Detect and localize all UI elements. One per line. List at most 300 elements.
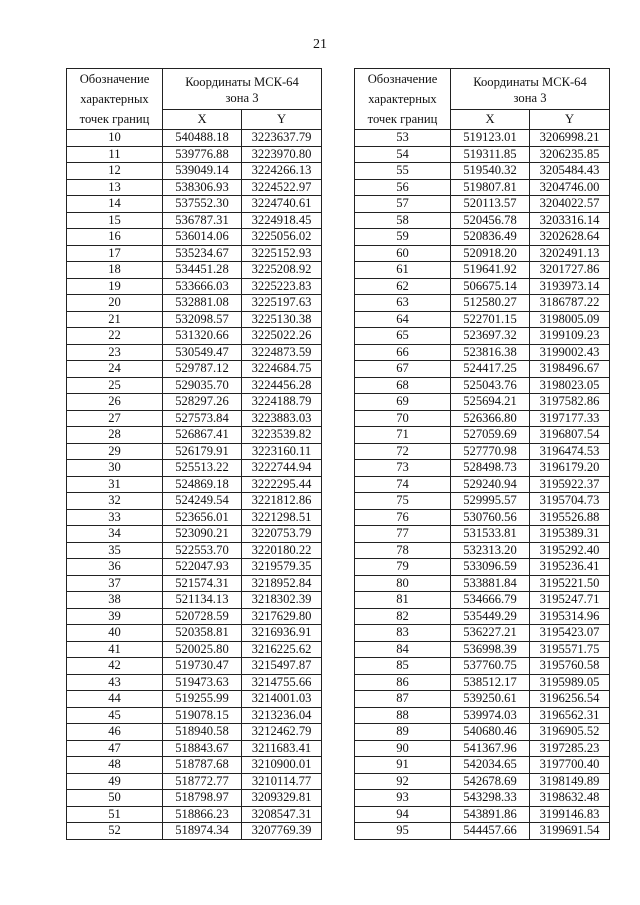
point-number: 11 (67, 146, 163, 163)
coord-x: 523697.32 (451, 328, 530, 345)
table-row (355, 493, 610, 510)
coord-x: 518798.97 (163, 790, 242, 807)
coord-x: 524869.18 (163, 476, 242, 493)
point-number: 73 (355, 460, 451, 477)
coord-y: 3224684.75 (242, 361, 322, 378)
coord-y: 3223637.79 (242, 130, 322, 147)
point-number: 15 (67, 212, 163, 229)
coord-x: 519641.92 (451, 262, 530, 279)
table-row (355, 773, 610, 790)
table-row (355, 476, 610, 493)
coord-x: 537760.75 (451, 658, 530, 675)
coord-y: 3220753.79 (242, 526, 322, 543)
table-row (355, 542, 610, 559)
coord-x: 535449.29 (451, 608, 530, 625)
coord-x: 519311.85 (451, 146, 530, 163)
coord-y: 3196905.52 (530, 724, 610, 741)
coord-y: 3195704.73 (530, 493, 610, 510)
table-row (67, 262, 322, 279)
table-row (355, 806, 610, 823)
table-row (67, 740, 322, 757)
table-row (355, 278, 610, 295)
point-number: 14 (67, 196, 163, 213)
coord-y: 3223970.80 (242, 146, 322, 163)
table-row (355, 443, 610, 460)
table-row (67, 509, 322, 526)
coord-y: 3224740.61 (242, 196, 322, 213)
table-row (67, 493, 322, 510)
table-row (355, 410, 610, 427)
point-number: 43 (67, 674, 163, 691)
coord-y: 3221298.51 (242, 509, 322, 526)
coord-y: 3197177.33 (530, 410, 610, 427)
point-number: 46 (67, 724, 163, 741)
coord-y: 3186787.22 (530, 295, 610, 312)
point-number: 51 (67, 806, 163, 823)
coord-x: 523816.38 (451, 344, 530, 361)
point-number: 56 (355, 179, 451, 196)
coord-y: 3223883.03 (242, 410, 322, 427)
coord-x: 518772.77 (163, 773, 242, 790)
coord-x: 520918.20 (451, 245, 530, 262)
coord-x: 543891.86 (451, 806, 530, 823)
table-body-right (355, 130, 610, 840)
coord-x: 526179.91 (163, 443, 242, 460)
header-label: Обозначение характерных точек границ (67, 69, 163, 130)
table-row (67, 575, 322, 592)
coord-y: 3219579.35 (242, 559, 322, 576)
table-row (67, 724, 322, 741)
coord-x: 522553.70 (163, 542, 242, 559)
coord-y: 3223539.82 (242, 427, 322, 444)
coord-x: 525694.21 (451, 394, 530, 411)
coord-x: 529240.94 (451, 476, 530, 493)
header-x: X (163, 110, 242, 130)
coord-y: 3220180.22 (242, 542, 322, 559)
table-row (67, 163, 322, 180)
coord-x: 518974.34 (163, 823, 242, 840)
coord-y: 3210900.01 (242, 757, 322, 774)
point-number: 92 (355, 773, 451, 790)
table-row (67, 460, 322, 477)
coord-y: 3211683.41 (242, 740, 322, 757)
coord-y: 3199109.23 (530, 328, 610, 345)
header-label: Обозначение характерных точек границ (355, 69, 451, 130)
table-row (355, 724, 610, 741)
table-row (67, 377, 322, 394)
coord-y: 3225130.38 (242, 311, 322, 328)
table-row (355, 311, 610, 328)
table-row (355, 295, 610, 312)
coord-x: 539049.14 (163, 163, 242, 180)
coord-x: 520113.57 (451, 196, 530, 213)
coord-y: 3195247.71 (530, 592, 610, 609)
coord-x: 512580.27 (451, 295, 530, 312)
table-row (67, 130, 322, 147)
coord-y: 3212462.79 (242, 724, 322, 741)
coord-y: 3195922.37 (530, 476, 610, 493)
coord-x: 526867.41 (163, 427, 242, 444)
coord-y: 3196179.20 (530, 460, 610, 477)
table-row (355, 823, 610, 840)
coord-y: 3195571.75 (530, 641, 610, 658)
coord-y: 3204746.00 (530, 179, 610, 196)
point-number: 27 (67, 410, 163, 427)
coord-x: 539974.03 (451, 707, 530, 724)
table-row (67, 707, 322, 724)
point-number: 59 (355, 229, 451, 246)
point-number: 77 (355, 526, 451, 543)
table-row (67, 691, 322, 708)
point-number: 72 (355, 443, 451, 460)
table-row (67, 212, 322, 229)
table-row (355, 179, 610, 196)
point-number: 26 (67, 394, 163, 411)
point-number: 54 (355, 146, 451, 163)
table-row (67, 625, 322, 642)
table-row (67, 179, 322, 196)
coord-x: 519255.99 (163, 691, 242, 708)
point-number: 48 (67, 757, 163, 774)
table-row (355, 130, 610, 147)
table-row (355, 625, 610, 642)
coord-x: 538306.93 (163, 179, 242, 196)
coord-y: 3214755.66 (242, 674, 322, 691)
table-row (355, 196, 610, 213)
table-row (355, 328, 610, 345)
coord-x: 520456.78 (451, 212, 530, 229)
coord-y: 3204022.57 (530, 196, 610, 213)
coord-x: 518787.68 (163, 757, 242, 774)
coord-x: 531320.66 (163, 328, 242, 345)
coord-y: 3199146.83 (530, 806, 610, 823)
table-row (67, 344, 322, 361)
coord-x: 521134.13 (163, 592, 242, 609)
point-number: 57 (355, 196, 451, 213)
coord-y: 3213236.04 (242, 707, 322, 724)
point-number: 16 (67, 229, 163, 246)
point-number: 38 (67, 592, 163, 609)
point-number: 89 (355, 724, 451, 741)
coord-y: 3216225.62 (242, 641, 322, 658)
table-row (355, 526, 610, 543)
coord-y: 3198023.05 (530, 377, 610, 394)
point-number: 88 (355, 707, 451, 724)
coord-y: 3199002.43 (530, 344, 610, 361)
point-number: 81 (355, 592, 451, 609)
coord-x: 518940.58 (163, 724, 242, 741)
point-number: 39 (67, 608, 163, 625)
point-number: 69 (355, 394, 451, 411)
point-number: 36 (67, 559, 163, 576)
point-number: 40 (67, 625, 163, 642)
table-row (67, 245, 322, 262)
table-row (67, 278, 322, 295)
coord-x: 519473.63 (163, 674, 242, 691)
point-number: 62 (355, 278, 451, 295)
table-row (355, 691, 610, 708)
table-row (67, 410, 322, 427)
point-number: 42 (67, 658, 163, 675)
table-row (355, 377, 610, 394)
coord-x: 534666.79 (451, 592, 530, 609)
coord-y: 3206235.85 (530, 146, 610, 163)
coord-x: 529787.12 (163, 361, 242, 378)
coord-y: 3202628.64 (530, 229, 610, 246)
table-row (67, 476, 322, 493)
coord-y: 3205484.43 (530, 163, 610, 180)
coord-x: 535234.67 (163, 245, 242, 262)
table-row (355, 245, 610, 262)
coord-y: 3223160.11 (242, 443, 322, 460)
coord-y: 3207769.39 (242, 823, 322, 840)
point-number: 24 (67, 361, 163, 378)
coord-x: 538512.17 (451, 674, 530, 691)
coord-y: 3195236.41 (530, 559, 610, 576)
table-row (355, 707, 610, 724)
coord-x: 530760.56 (451, 509, 530, 526)
coord-x: 521574.31 (163, 575, 242, 592)
coord-y: 3225197.63 (242, 295, 322, 312)
point-number: 58 (355, 212, 451, 229)
point-number: 84 (355, 641, 451, 658)
coord-x: 539250.61 (451, 691, 530, 708)
coord-x: 520358.81 (163, 625, 242, 642)
point-number: 86 (355, 674, 451, 691)
coord-x: 520728.59 (163, 608, 242, 625)
coord-x: 541367.96 (451, 740, 530, 757)
page-number: 21 (313, 37, 327, 52)
point-number: 87 (355, 691, 451, 708)
coord-y: 3202491.13 (530, 245, 610, 262)
point-number: 41 (67, 641, 163, 658)
table-row (67, 427, 322, 444)
coord-y: 3224522.97 (242, 179, 322, 196)
coord-y: 3218302.39 (242, 592, 322, 609)
table-row (355, 163, 610, 180)
point-number: 68 (355, 377, 451, 394)
coord-x: 536227.21 (451, 625, 530, 642)
coord-y: 3199691.54 (530, 823, 610, 840)
table-row (355, 509, 610, 526)
coord-y: 3216936.91 (242, 625, 322, 642)
point-number: 23 (67, 344, 163, 361)
point-number: 74 (355, 476, 451, 493)
coord-x: 524249.54 (163, 493, 242, 510)
coord-y: 3224456.28 (242, 377, 322, 394)
table-row (355, 559, 610, 576)
coord-x: 518843.67 (163, 740, 242, 757)
coord-x: 519807.81 (451, 179, 530, 196)
table-row (67, 361, 322, 378)
coord-x: 519078.15 (163, 707, 242, 724)
header-y: Y (242, 110, 322, 130)
point-number: 34 (67, 526, 163, 543)
coord-x: 540488.18 (163, 130, 242, 147)
table-row (67, 328, 322, 345)
table-row (355, 575, 610, 592)
coord-y: 3195423.07 (530, 625, 610, 642)
coord-y: 3195292.40 (530, 542, 610, 559)
coord-y: 3225152.93 (242, 245, 322, 262)
coord-y: 3195526.88 (530, 509, 610, 526)
coord-x: 543298.33 (451, 790, 530, 807)
coord-y: 3206998.21 (530, 130, 610, 147)
coord-x: 534451.28 (163, 262, 242, 279)
point-number: 64 (355, 311, 451, 328)
point-number: 53 (355, 130, 451, 147)
coord-y: 3215497.87 (242, 658, 322, 675)
table-row (67, 559, 322, 576)
coord-y: 3222295.44 (242, 476, 322, 493)
point-number: 17 (67, 245, 163, 262)
coord-y: 3198632.48 (530, 790, 610, 807)
table-row (67, 311, 322, 328)
point-number: 35 (67, 542, 163, 559)
coord-x: 530549.47 (163, 344, 242, 361)
coord-x: 532881.08 (163, 295, 242, 312)
coord-y: 3209329.81 (242, 790, 322, 807)
coord-x: 519540.32 (451, 163, 530, 180)
coord-y: 3222744.94 (242, 460, 322, 477)
coord-y: 3198149.89 (530, 773, 610, 790)
point-number: 21 (67, 311, 163, 328)
coord-y: 3224188.79 (242, 394, 322, 411)
coord-x: 520836.49 (451, 229, 530, 246)
point-number: 80 (355, 575, 451, 592)
coord-x: 531533.81 (451, 526, 530, 543)
coord-x: 525513.22 (163, 460, 242, 477)
point-number: 79 (355, 559, 451, 576)
point-number: 52 (67, 823, 163, 840)
coord-y: 3193973.14 (530, 278, 610, 295)
coord-x: 522701.15 (451, 311, 530, 328)
point-number: 95 (355, 823, 451, 840)
table-row (67, 641, 322, 658)
coord-x: 519123.01 (451, 130, 530, 147)
coord-y: 3195389.31 (530, 526, 610, 543)
coord-x: 527573.84 (163, 410, 242, 427)
table-row (67, 295, 322, 312)
table-row (355, 427, 610, 444)
coord-x: 525043.76 (451, 377, 530, 394)
point-number: 94 (355, 806, 451, 823)
coord-x: 527059.69 (451, 427, 530, 444)
coord-y: 3195989.05 (530, 674, 610, 691)
point-number: 70 (355, 410, 451, 427)
coord-x: 533096.59 (451, 559, 530, 576)
coord-y: 3196474.53 (530, 443, 610, 460)
point-number: 18 (67, 262, 163, 279)
coordinates-table-left (66, 68, 322, 840)
coord-x: 537552.30 (163, 196, 242, 213)
coord-y: 3208547.31 (242, 806, 322, 823)
point-number: 29 (67, 443, 163, 460)
table-row (67, 674, 322, 691)
table-row (355, 146, 610, 163)
table-row (355, 344, 610, 361)
table-row (67, 806, 322, 823)
coord-y: 3196256.54 (530, 691, 610, 708)
coord-x: 542678.69 (451, 773, 530, 790)
coord-y: 3224918.45 (242, 212, 322, 229)
point-number: 45 (67, 707, 163, 724)
table-row (67, 823, 322, 840)
coord-x: 533666.03 (163, 278, 242, 295)
table-row (355, 262, 610, 279)
coord-y: 3203316.14 (530, 212, 610, 229)
point-number: 20 (67, 295, 163, 312)
point-number: 49 (67, 773, 163, 790)
coord-x: 532098.57 (163, 311, 242, 328)
table-row (67, 196, 322, 213)
coord-x: 544457.66 (451, 823, 530, 840)
point-number: 37 (67, 575, 163, 592)
coord-y: 3195314.96 (530, 608, 610, 625)
coord-y: 3196807.54 (530, 427, 610, 444)
table-row (67, 542, 322, 559)
point-number: 13 (67, 179, 163, 196)
coord-x: 529995.57 (451, 493, 530, 510)
coord-y: 3196562.31 (530, 707, 610, 724)
coord-y: 3195760.58 (530, 658, 610, 675)
table-row (355, 790, 610, 807)
table-row (355, 361, 610, 378)
point-number: 22 (67, 328, 163, 345)
coordinates-table-right (354, 68, 610, 840)
coord-x: 540680.46 (451, 724, 530, 741)
coord-y: 3210114.77 (242, 773, 322, 790)
table-row (67, 773, 322, 790)
header-x: X (451, 110, 530, 130)
coord-x: 532313.20 (451, 542, 530, 559)
coord-x: 539776.88 (163, 146, 242, 163)
point-number: 50 (67, 790, 163, 807)
table-row (355, 394, 610, 411)
coord-y: 3197700.40 (530, 757, 610, 774)
header-coords: Координаты МСК-64 зона 3 (163, 69, 322, 110)
table-row (67, 526, 322, 543)
coord-y: 3201727.86 (530, 262, 610, 279)
table-row (355, 229, 610, 246)
point-number: 25 (67, 377, 163, 394)
coord-y: 3197285.23 (530, 740, 610, 757)
coord-y: 3198005.09 (530, 311, 610, 328)
table-row (355, 212, 610, 229)
point-number: 78 (355, 542, 451, 559)
point-number: 85 (355, 658, 451, 675)
point-number: 75 (355, 493, 451, 510)
coord-y: 3225223.83 (242, 278, 322, 295)
point-number: 30 (67, 460, 163, 477)
table-row (67, 146, 322, 163)
coord-x: 529035.70 (163, 377, 242, 394)
coord-x: 533881.84 (451, 575, 530, 592)
table-row (67, 608, 322, 625)
coord-y: 3198496.67 (530, 361, 610, 378)
coord-y: 3224266.13 (242, 163, 322, 180)
table-row (355, 674, 610, 691)
coord-x: 528297.26 (163, 394, 242, 411)
point-number: 83 (355, 625, 451, 642)
point-number: 65 (355, 328, 451, 345)
coord-x: 523090.21 (163, 526, 242, 543)
table-row (67, 443, 322, 460)
table-row (67, 790, 322, 807)
coord-x: 536787.31 (163, 212, 242, 229)
point-number: 61 (355, 262, 451, 279)
point-number: 12 (67, 163, 163, 180)
